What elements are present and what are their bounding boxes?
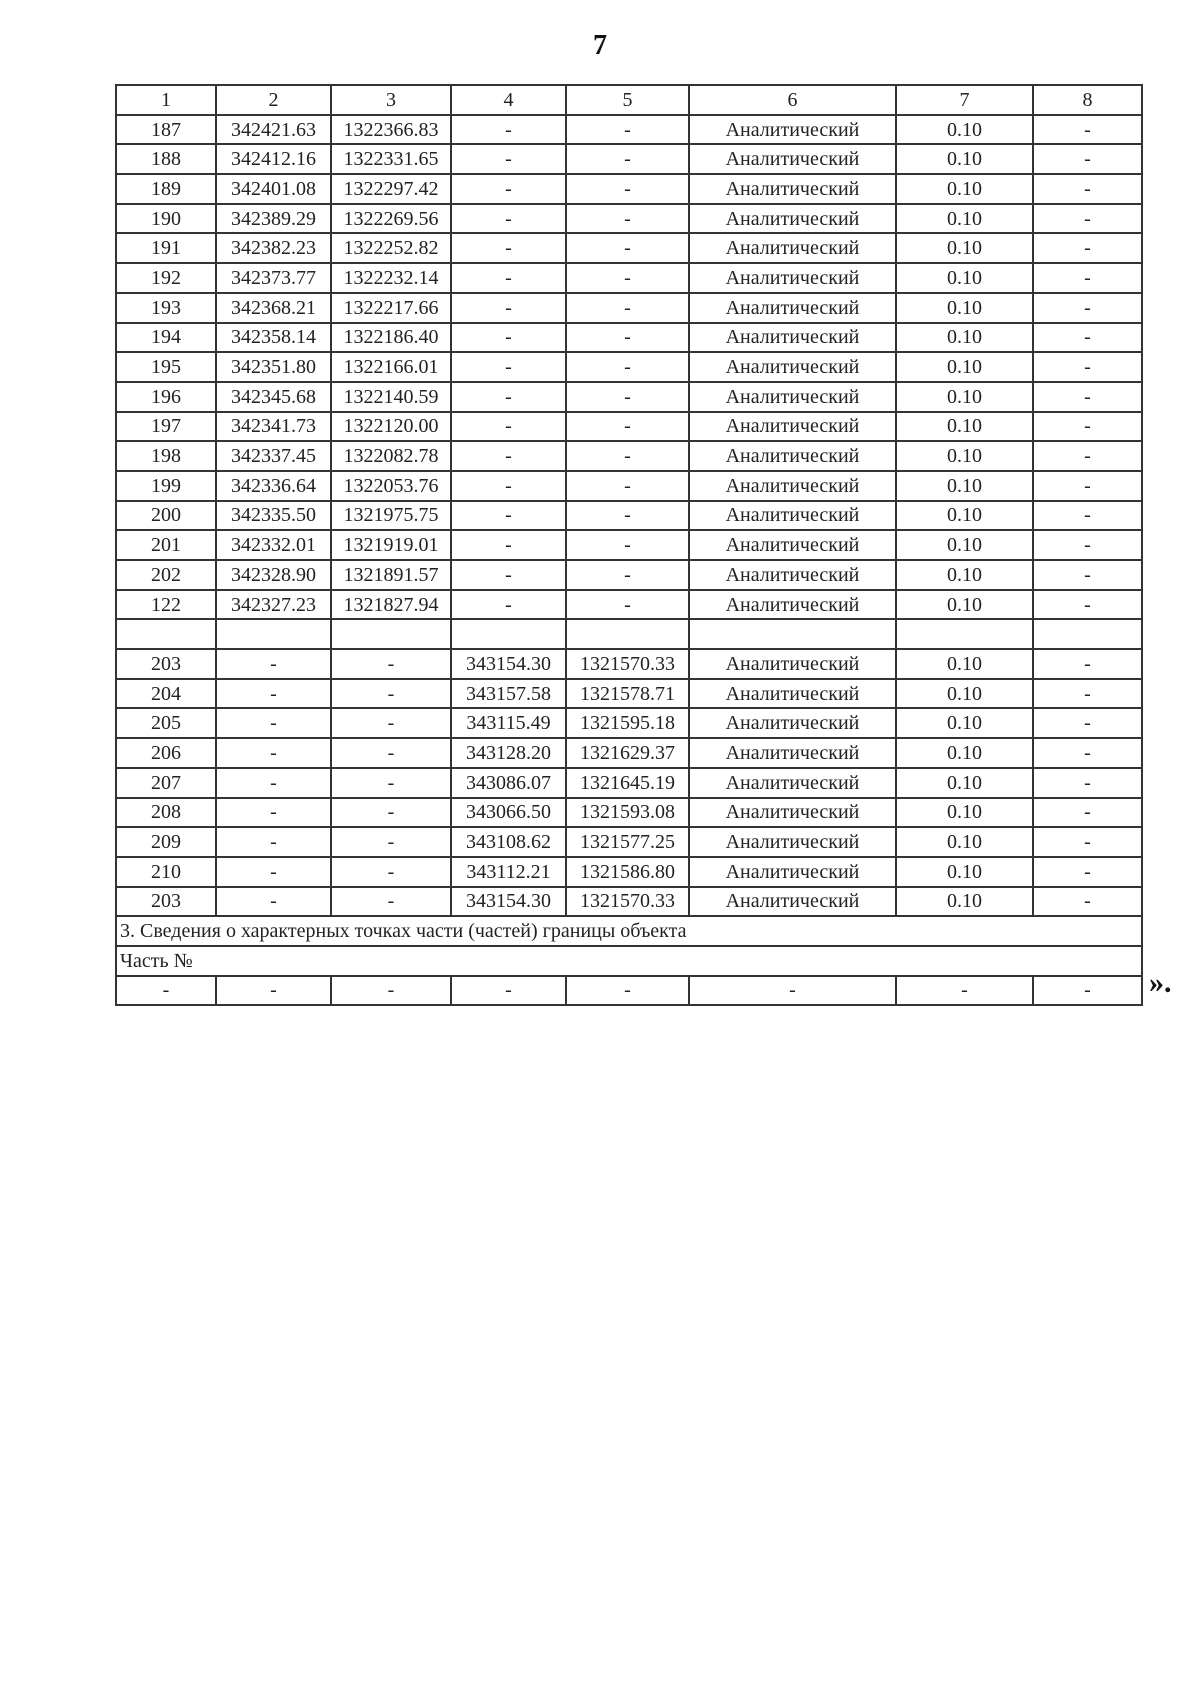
table-cell: Аналитический	[689, 708, 896, 738]
table-cell: -	[451, 412, 566, 442]
table-cell: 193	[116, 293, 216, 323]
table-cell: -	[331, 679, 451, 709]
table-cell: 342328.90	[216, 560, 331, 590]
table-cell: -	[689, 976, 896, 1006]
table-row	[116, 857, 1142, 887]
table-cell: 203	[116, 887, 216, 917]
table-cell: 194	[116, 323, 216, 353]
table-cell: 1321578.71	[566, 679, 689, 709]
coordinates-table	[115, 84, 1143, 1006]
table-cell: 191	[116, 233, 216, 263]
table-cell: -	[566, 560, 689, 590]
table-cell: 189	[116, 174, 216, 204]
table-cell: 0.10	[896, 293, 1033, 323]
table-cell: 343157.58	[451, 679, 566, 709]
table-cell: 1322082.78	[331, 441, 451, 471]
table-cell: -	[566, 323, 689, 353]
table-cell: 1322186.40	[331, 323, 451, 353]
table-cell	[896, 619, 1033, 649]
table-cell: 0.10	[896, 144, 1033, 174]
table-cell: -	[451, 115, 566, 145]
table-cell: 196	[116, 382, 216, 412]
table-cell: 207	[116, 768, 216, 798]
table-row	[116, 530, 1142, 560]
table-cell: -	[451, 441, 566, 471]
table-cell: 6	[689, 85, 896, 115]
table-cell: 0.10	[896, 679, 1033, 709]
table-cell: -	[566, 115, 689, 145]
table-cell: -	[331, 827, 451, 857]
table-cell: -	[1033, 708, 1142, 738]
table-cell: -	[1033, 204, 1142, 234]
table-cell: Аналитический	[689, 471, 896, 501]
table-cell: 5	[566, 85, 689, 115]
table-cell: 190	[116, 204, 216, 234]
table-cell: 1321891.57	[331, 560, 451, 590]
table-cell: Аналитический	[689, 174, 896, 204]
table-cell: -	[451, 204, 566, 234]
table-cell: -	[566, 530, 689, 560]
table-cell: Аналитический	[689, 827, 896, 857]
table-cell: 203	[116, 649, 216, 679]
table-cell: 342332.01	[216, 530, 331, 560]
table-cell: Аналитический	[689, 382, 896, 412]
table-cell: -	[566, 976, 689, 1006]
table-cell: 187	[116, 115, 216, 145]
table-row	[116, 471, 1142, 501]
table-cell: -	[566, 204, 689, 234]
table-cell: 0.10	[896, 471, 1033, 501]
table-cell: Аналитический	[689, 144, 896, 174]
page-number: 7	[593, 30, 607, 61]
table-cell: -	[1033, 590, 1142, 620]
table-cell: -	[1033, 798, 1142, 828]
table-cell: 2	[216, 85, 331, 115]
table-cell: Аналитический	[689, 352, 896, 382]
table-cell: -	[1033, 976, 1142, 1006]
table-cell: -	[1033, 501, 1142, 531]
table-cell: Аналитический	[689, 233, 896, 263]
table-cell: 0.10	[896, 768, 1033, 798]
table-row	[116, 352, 1142, 382]
table-cell	[216, 619, 331, 649]
table-cell: -	[1033, 768, 1142, 798]
table-cell: -	[566, 471, 689, 501]
table-row	[116, 768, 1142, 798]
table-cell: 0.10	[896, 174, 1033, 204]
table-cell: 195	[116, 352, 216, 382]
table-cell: -	[216, 738, 331, 768]
table-cell: 1322269.56	[331, 204, 451, 234]
table-cell: 1322232.14	[331, 263, 451, 293]
table-cell: 342401.08	[216, 174, 331, 204]
part-number-label: Часть №	[116, 946, 1142, 976]
table-header-row	[116, 85, 1142, 115]
table-row	[116, 976, 1142, 1006]
table-cell: 192	[116, 263, 216, 293]
table-row	[116, 204, 1142, 234]
table-cell: -	[566, 293, 689, 323]
table-cell: Аналитический	[689, 501, 896, 531]
table-cell: 200	[116, 501, 216, 531]
table-cell: -	[216, 887, 331, 917]
table-cell	[331, 619, 451, 649]
table-cell: -	[451, 590, 566, 620]
table-cell: 1321570.33	[566, 887, 689, 917]
table-cell: 122	[116, 590, 216, 620]
table-cell: -	[216, 976, 331, 1006]
table-cell: -	[1033, 352, 1142, 382]
table-cell: -	[1033, 144, 1142, 174]
table-cell: 1321570.33	[566, 649, 689, 679]
table-cell: 188	[116, 144, 216, 174]
table-cell: -	[1033, 827, 1142, 857]
table-cell: -	[451, 560, 566, 590]
table-cell: 0.10	[896, 204, 1033, 234]
table-cell: 343066.50	[451, 798, 566, 828]
table-row	[116, 441, 1142, 471]
table-row	[116, 233, 1142, 263]
table-cell: 342351.80	[216, 352, 331, 382]
table-cell: 0.10	[896, 382, 1033, 412]
table-row	[116, 887, 1142, 917]
table-cell: 342335.50	[216, 501, 331, 531]
table-cell: -	[331, 887, 451, 917]
table-row	[116, 708, 1142, 738]
table-cell: 209	[116, 827, 216, 857]
table-cell: 1321975.75	[331, 501, 451, 531]
table-row	[116, 649, 1142, 679]
table-cell: -	[1033, 412, 1142, 442]
table-cell: 0.10	[896, 649, 1033, 679]
table-cell: -	[451, 501, 566, 531]
table-row	[116, 115, 1142, 145]
table-cell: -	[451, 976, 566, 1006]
table-cell	[451, 619, 566, 649]
table-cell: -	[566, 441, 689, 471]
table-cell: -	[566, 263, 689, 293]
table-cell: -	[216, 649, 331, 679]
table-row	[116, 501, 1142, 531]
table-cell: 343115.49	[451, 708, 566, 738]
table-cell: -	[566, 501, 689, 531]
table-cell: -	[451, 352, 566, 382]
table-cell: 342358.14	[216, 323, 331, 353]
table-row	[116, 560, 1142, 590]
table-cell: -	[1033, 441, 1142, 471]
table-cell: 0.10	[896, 263, 1033, 293]
table-cell: -	[1033, 323, 1142, 353]
table-cell: Аналитический	[689, 649, 896, 679]
table-cell: -	[451, 530, 566, 560]
table-row	[116, 590, 1142, 620]
table-cell: -	[1033, 857, 1142, 887]
table-cell: -	[1033, 560, 1142, 590]
section-title-row	[116, 916, 1142, 946]
table-cell: -	[331, 738, 451, 768]
table-cell: Аналитический	[689, 887, 896, 917]
table-cell	[566, 619, 689, 649]
table-row	[116, 738, 1142, 768]
table-cell: 0.10	[896, 530, 1033, 560]
table-cell: 1	[116, 85, 216, 115]
table-cell: Аналитический	[689, 441, 896, 471]
table-cell: 1322140.59	[331, 382, 451, 412]
table-cell: 1321595.18	[566, 708, 689, 738]
table-cell: -	[566, 174, 689, 204]
table-cell: -	[331, 798, 451, 828]
table-row	[116, 679, 1142, 709]
table-cell: -	[1033, 649, 1142, 679]
table-cell: 342336.64	[216, 471, 331, 501]
table-cell: Аналитический	[689, 263, 896, 293]
table-cell: 1321629.37	[566, 738, 689, 768]
table-cell: 7	[896, 85, 1033, 115]
table-cell: 342341.73	[216, 412, 331, 442]
table-cell: Аналитический	[689, 323, 896, 353]
table-cell: Аналитический	[689, 115, 896, 145]
table-cell: 204	[116, 679, 216, 709]
coordinates-table-container	[115, 84, 1143, 1006]
table-cell: 342412.16	[216, 144, 331, 174]
table-cell: 3	[331, 85, 451, 115]
table-cell: -	[116, 976, 216, 1006]
table-cell: Аналитический	[689, 798, 896, 828]
table-cell: -	[1033, 382, 1142, 412]
table-cell: -	[451, 144, 566, 174]
table-cell: -	[451, 471, 566, 501]
table-cell: 202	[116, 560, 216, 590]
table-cell: 1321593.08	[566, 798, 689, 828]
table-cell: 0.10	[896, 352, 1033, 382]
table-cell: -	[451, 174, 566, 204]
table-cell: -	[566, 412, 689, 442]
table-cell: 1321827.94	[331, 590, 451, 620]
table-cell: 208	[116, 798, 216, 828]
table-cell: 1322166.01	[331, 352, 451, 382]
table-cell: 342337.45	[216, 441, 331, 471]
table-cell: 206	[116, 738, 216, 768]
table-row	[116, 827, 1142, 857]
table-cell: -	[566, 352, 689, 382]
table-cell: 0.10	[896, 857, 1033, 887]
table-cell: -	[566, 382, 689, 412]
table-cell: -	[1033, 293, 1142, 323]
table-cell: 8	[1033, 85, 1142, 115]
table-cell: 343086.07	[451, 768, 566, 798]
table-cell: 4	[451, 85, 566, 115]
table-cell	[689, 619, 896, 649]
table-cell: 343154.30	[451, 649, 566, 679]
table-empty-row	[116, 619, 1142, 649]
table-cell: 1322366.83	[331, 115, 451, 145]
table-cell: 1322120.00	[331, 412, 451, 442]
table-row	[116, 412, 1142, 442]
table-cell: 1321645.19	[566, 768, 689, 798]
table-cell: Аналитический	[689, 530, 896, 560]
table-cell: 0.10	[896, 501, 1033, 531]
table-cell: 0.10	[896, 441, 1033, 471]
table-cell: -	[451, 263, 566, 293]
table-cell: -	[1033, 263, 1142, 293]
table-cell: -	[1033, 887, 1142, 917]
table-cell: 0.10	[896, 887, 1033, 917]
table-cell: -	[1033, 174, 1142, 204]
table-cell: Аналитический	[689, 768, 896, 798]
table-row	[116, 323, 1142, 353]
table-cell: 0.10	[896, 233, 1033, 263]
table-cell: 343108.62	[451, 827, 566, 857]
table-cell: 0.10	[896, 708, 1033, 738]
table-cell: -	[216, 827, 331, 857]
table-cell: 201	[116, 530, 216, 560]
table-cell: -	[1033, 233, 1142, 263]
table-cell: 1322217.66	[331, 293, 451, 323]
table-cell: 0.10	[896, 560, 1033, 590]
table-cell: -	[451, 382, 566, 412]
table-cell: 0.10	[896, 738, 1033, 768]
table-cell: 0.10	[896, 323, 1033, 353]
table-cell: 0.10	[896, 827, 1033, 857]
table-cell: 198	[116, 441, 216, 471]
table-row	[116, 174, 1142, 204]
table-cell: -	[331, 708, 451, 738]
table-cell	[1033, 619, 1142, 649]
table-cell: 1322297.42	[331, 174, 451, 204]
table-cell: -	[451, 293, 566, 323]
table-cell: Аналитический	[689, 204, 896, 234]
table-row	[116, 144, 1142, 174]
table-cell: Аналитический	[689, 590, 896, 620]
table-cell: 0.10	[896, 798, 1033, 828]
table-cell: Аналитический	[689, 293, 896, 323]
table-cell: -	[331, 976, 451, 1006]
table-cell: -	[331, 649, 451, 679]
table-cell: 205	[116, 708, 216, 738]
table-cell: -	[1033, 471, 1142, 501]
table-cell: -	[216, 679, 331, 709]
table-cell: 1322252.82	[331, 233, 451, 263]
table-row	[116, 263, 1142, 293]
table-cell: -	[566, 144, 689, 174]
table-cell: -	[1033, 679, 1142, 709]
table-cell: 343154.30	[451, 887, 566, 917]
table-cell: -	[451, 233, 566, 263]
table-cell: -	[566, 233, 689, 263]
table-cell: Аналитический	[689, 738, 896, 768]
table-cell: 0.10	[896, 412, 1033, 442]
table-cell: 0.10	[896, 590, 1033, 620]
table-cell: 0.10	[896, 115, 1033, 145]
table-cell: 1321577.25	[566, 827, 689, 857]
table-cell: 342382.23	[216, 233, 331, 263]
table-cell: 199	[116, 471, 216, 501]
table-cell	[116, 619, 216, 649]
table-cell: 343128.20	[451, 738, 566, 768]
table-cell: Аналитический	[689, 679, 896, 709]
table-cell: Аналитический	[689, 857, 896, 887]
table-cell: 342327.23	[216, 590, 331, 620]
table-cell: 1322053.76	[331, 471, 451, 501]
table-cell: 1322331.65	[331, 144, 451, 174]
table-cell: -	[216, 708, 331, 738]
table-cell: Аналитический	[689, 560, 896, 590]
table-cell: 1321586.80	[566, 857, 689, 887]
table-cell: 197	[116, 412, 216, 442]
table-cell: 342368.21	[216, 293, 331, 323]
table-cell: 342345.68	[216, 382, 331, 412]
table-cell: 342389.29	[216, 204, 331, 234]
table-cell: -	[331, 857, 451, 887]
table-cell: -	[566, 590, 689, 620]
table-cell: 210	[116, 857, 216, 887]
table-cell: 1321919.01	[331, 530, 451, 560]
table-cell: 343112.21	[451, 857, 566, 887]
part-label-row	[116, 946, 1142, 976]
table-cell: -	[216, 798, 331, 828]
section-3-title: 3. Сведения о характерных точках части (частей) границы объекта	[116, 916, 1142, 946]
table-row	[116, 293, 1142, 323]
table-cell: 342373.77	[216, 263, 331, 293]
table-row	[116, 798, 1142, 828]
table-cell: -	[451, 323, 566, 353]
table-cell: -	[216, 768, 331, 798]
table-cell: -	[1033, 738, 1142, 768]
table-cell: Аналитический	[689, 412, 896, 442]
table-cell: -	[896, 976, 1033, 1006]
table-cell: -	[216, 857, 331, 887]
table-cell: -	[1033, 530, 1142, 560]
table-cell: -	[331, 768, 451, 798]
table-cell: 342421.63	[216, 115, 331, 145]
table-cell: -	[1033, 115, 1142, 145]
table-row	[116, 382, 1142, 412]
closing-quote-mark: ».	[1149, 966, 1172, 999]
